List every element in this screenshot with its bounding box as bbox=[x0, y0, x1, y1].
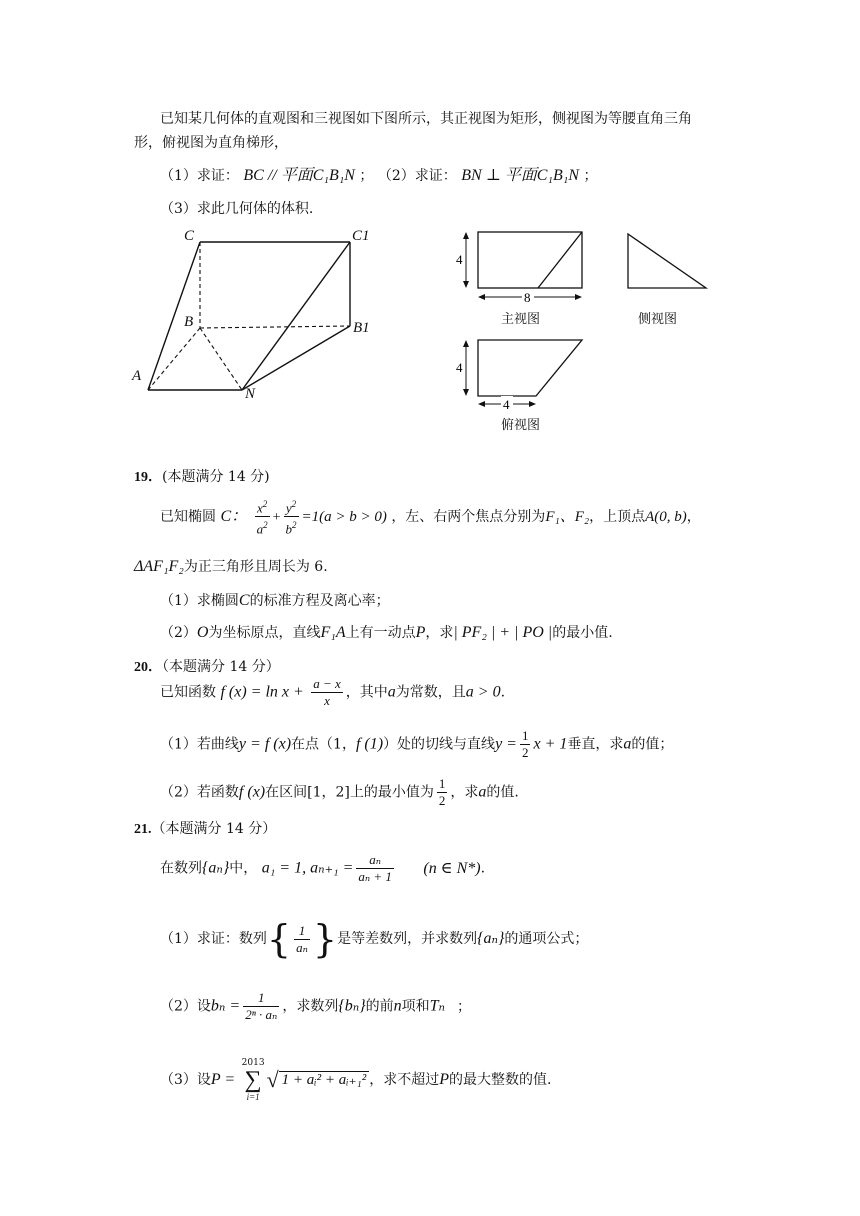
p21-q1-den: aₙ bbox=[296, 939, 308, 955]
side-view bbox=[622, 228, 712, 294]
p20-q1-half-den: 2 bbox=[521, 745, 529, 760]
p20-q2-num: 1 bbox=[438, 776, 446, 791]
label-B1: B1 bbox=[353, 320, 370, 336]
p21-q2-mid2: 的前 bbox=[365, 998, 394, 1015]
left-brace: { bbox=[266, 917, 292, 961]
p21-q3-prefix: （3）设 bbox=[160, 1072, 211, 1088]
p19-triangle: ΔAF₁F₂ bbox=[134, 558, 184, 575]
p19-score: (本题满分 14 分) bbox=[162, 469, 270, 485]
p19-line1-end: ， bbox=[686, 508, 701, 525]
p19-header bbox=[134, 466, 270, 486]
p20-q1-end: 的值； bbox=[631, 736, 674, 753]
p21-q1-prefix: （1）求证：数列 bbox=[160, 931, 267, 947]
p20-q2-f: f (x) bbox=[238, 783, 266, 801]
label-C: C bbox=[184, 228, 195, 244]
right-brace: } bbox=[312, 917, 338, 961]
p19-q2 bbox=[160, 622, 613, 642]
p21-q3-lhs: P = bbox=[210, 1071, 236, 1088]
p19-line2 bbox=[134, 556, 328, 576]
p18-q2-prefix: （2）求证： bbox=[377, 168, 457, 184]
p19-line1: 已知椭圆 C： $\frac{x^2}{a^2}$ + $\frac{y^2}{b^2}$ =1(a > b > 0) ，左、右两个焦点分别为F₁、F₂，上顶点A(0, b)， bbox=[160, 496, 701, 538]
p20-q2-a: a bbox=[478, 783, 487, 801]
ellipse-frac-x: $\frac{x^2}{a^2}$ bbox=[256, 499, 268, 537]
p20-line1-end: . bbox=[500, 684, 506, 701]
p19-ellipse-lhs: C： bbox=[220, 507, 248, 525]
p21-q1-num: 1 bbox=[298, 922, 306, 938]
p21-q2-den: 2ⁿ · aₙ bbox=[245, 1007, 278, 1022]
edge-C1N bbox=[242, 242, 350, 390]
p19-vertex: A(0, b) bbox=[645, 508, 687, 525]
p20-q1 bbox=[160, 728, 673, 761]
p20-q1-suffix: 垂直，求 bbox=[567, 736, 624, 753]
label-N: N bbox=[245, 386, 256, 402]
sum-sign bbox=[242, 1058, 265, 1102]
p20-header bbox=[134, 656, 280, 676]
p21-number: 21. bbox=[134, 822, 152, 837]
front-width-label: 8 bbox=[524, 290, 531, 305]
edge-B1N bbox=[242, 326, 350, 390]
p21-rec-den: aₙ + 1 bbox=[358, 869, 392, 884]
p21-q2-lhs: bₙ = bbox=[210, 997, 241, 1015]
p18-q2-math: BN ⊥ 平面C₁B₁N bbox=[461, 167, 579, 184]
p19-q2-p: P bbox=[415, 624, 426, 641]
p20-q1-prefix: （1）若曲线 bbox=[160, 736, 239, 753]
p21-q3 bbox=[160, 1058, 552, 1102]
p19-q2-mid2: 上有一动点 bbox=[345, 625, 416, 641]
p20-q1-curve: y = f (x) bbox=[238, 735, 292, 753]
p20-q2-half bbox=[437, 776, 448, 809]
p21-q2 bbox=[160, 990, 471, 1023]
p21-line1-mid: 中， bbox=[229, 860, 258, 877]
p18-q2-suffix: ； bbox=[583, 168, 598, 184]
p19-q1-math: C bbox=[238, 592, 250, 609]
edge-BA-hidden bbox=[148, 328, 200, 390]
side-view-caption: 侧视图 bbox=[638, 312, 678, 327]
p18-q1-prefix: （1）求证： bbox=[160, 168, 239, 184]
p21-q3-end: 的最大整数的值. bbox=[449, 1072, 552, 1088]
p20-a: a bbox=[387, 683, 396, 701]
p19-foci: F₁、F₂ bbox=[545, 508, 590, 525]
p20-q2-end: 的值. bbox=[486, 784, 519, 801]
p18-q1-math: BC // 平面C₁B₁N bbox=[243, 167, 355, 184]
sum-symbol: ∑ bbox=[244, 1067, 262, 1093]
front-height-label: 4 bbox=[456, 252, 463, 267]
solid-figure bbox=[128, 222, 388, 402]
p20-q2-den: 2 bbox=[438, 793, 446, 808]
p18-intro-line1: 已知某几何体的直观图和三视图如下图所示，其正视图为矩形，侧视图为等腰直角三角 bbox=[160, 111, 692, 127]
p20-q1-mid2: ）处的切线与直线 bbox=[383, 736, 496, 753]
p19-ellipse-rhs: =1(a > b > 0) bbox=[301, 508, 387, 525]
p19-q1 bbox=[160, 590, 390, 610]
p21-q3-p: P bbox=[439, 1071, 450, 1088]
p21-q2-prefix: （2）设 bbox=[160, 998, 211, 1015]
p19-number: 19． bbox=[134, 470, 162, 485]
p21-q1 bbox=[160, 917, 589, 961]
p20-cond: a > 0 bbox=[465, 683, 501, 701]
top-width-label: 4 bbox=[503, 397, 510, 412]
p21-q2-mid: ，求数列 bbox=[282, 998, 339, 1015]
p21-q3-mid: ，求不超过 bbox=[369, 1072, 440, 1088]
label-B: B bbox=[184, 314, 194, 330]
p20-q2-suffix: ，求 bbox=[450, 784, 479, 801]
edge-BB1-hidden bbox=[200, 326, 350, 328]
p21-score: （本题满分 14 分） bbox=[151, 821, 277, 837]
edge-BN-hidden bbox=[200, 328, 242, 390]
p19-line1-suffix: ，上顶点 bbox=[589, 508, 646, 525]
front-view bbox=[454, 226, 594, 306]
p20-number: 20． bbox=[134, 660, 162, 675]
p21-q2-frac bbox=[243, 990, 279, 1023]
p21-cond: (n ∈ N*) bbox=[423, 859, 481, 877]
p21-seq: {aₙ} bbox=[202, 859, 230, 877]
p21-q1-mid: 是等差数列，并求数列 bbox=[337, 931, 478, 947]
p20-line1-mid: ，其中 bbox=[345, 684, 388, 701]
p21-header bbox=[134, 818, 276, 838]
p21-q2-end: ； bbox=[457, 998, 471, 1015]
p20-line1-prefix: 已知函数 bbox=[160, 684, 216, 701]
p20-q1-half-num: 1 bbox=[521, 728, 529, 743]
p20-score: （本题满分 14 分） bbox=[162, 659, 280, 675]
p21-line1-prefix: 在数列 bbox=[160, 860, 202, 877]
top-view-caption: 俯视图 bbox=[501, 418, 541, 433]
top-view bbox=[454, 334, 594, 412]
p19-q1-suffix: 的标准方程及离心率； bbox=[249, 593, 390, 609]
top-height-label: 4 bbox=[456, 360, 463, 375]
p20-line1 bbox=[160, 676, 505, 709]
p20-func-lhs: f (x) = ln x + bbox=[220, 683, 304, 701]
p20-q2-prefix: （2）若函数 bbox=[160, 784, 239, 801]
p18-q1-sep: ； bbox=[359, 168, 374, 184]
p21-q2-mid3: 项和 bbox=[401, 998, 430, 1015]
p20-frac-den: x bbox=[311, 692, 343, 709]
sum-lower: i=1 bbox=[246, 1092, 260, 1102]
p21-q1-seq: {aₙ} bbox=[477, 930, 505, 947]
p19-q2-line: F₁A bbox=[320, 624, 346, 641]
p19-line1-mid: ，左、右两个焦点分别为 bbox=[391, 508, 546, 525]
p21-q2-seq: {bₙ} bbox=[338, 997, 366, 1015]
p20-frac-num: a − x bbox=[313, 676, 341, 691]
ellipse-frac-y: $\frac{y^2}{b^2}$ bbox=[285, 499, 297, 537]
p21-q1-suffix: 的通项公式； bbox=[504, 931, 589, 947]
p19-q1-prefix: （1）求椭圆 bbox=[160, 593, 239, 609]
p20-q1-mid: 在点（1， bbox=[291, 736, 356, 753]
p20-q1-line-rhs: x + 1 bbox=[533, 735, 568, 753]
p20-line1-mid2: 为常数，且 bbox=[395, 684, 466, 701]
p21-q1-frac bbox=[294, 923, 310, 956]
p19-q2-suffix: 的最小值. bbox=[552, 625, 613, 641]
p19-line1-prefix: 已知椭圆 bbox=[160, 508, 216, 525]
p19-q2-mid3: ，求 bbox=[425, 625, 454, 641]
front-view-caption: 主视图 bbox=[501, 312, 541, 327]
p18-q1-q2-line bbox=[160, 162, 597, 185]
p19-q2-mid1: 为坐标原点，直线 bbox=[208, 625, 321, 641]
p20-q2 bbox=[160, 776, 519, 809]
p21-rec-lhs: a₁ = 1, aₙ₊₁ = bbox=[261, 859, 354, 877]
p19-line2-text: 为正三角形且周长为 6. bbox=[183, 559, 328, 575]
p20-q1-a: a bbox=[623, 735, 632, 753]
p18-intro-line2: 形，俯视图为直角梯形， bbox=[134, 135, 288, 151]
p21-q2-n: n bbox=[393, 997, 402, 1015]
p21-rec-num: aₙ bbox=[369, 852, 382, 867]
label-A: A bbox=[132, 368, 142, 384]
p20-q1-line-lhs: y = bbox=[495, 735, 517, 753]
p19-q2-expr: | PF₂ | + | PO | bbox=[453, 624, 553, 641]
p18-q3: （3）求此几何体的体积. bbox=[160, 201, 314, 217]
p21-q2-num: 1 bbox=[258, 990, 265, 1005]
p20-q2-mid: 在区间[1，2]上的最小值为 bbox=[265, 784, 434, 801]
p21-line1 bbox=[160, 852, 485, 885]
label-C1: C1 bbox=[352, 228, 370, 244]
p19-q2-o: O bbox=[196, 624, 209, 641]
p19-q2-prefix: （2） bbox=[160, 625, 197, 641]
p20-q1-half bbox=[520, 728, 531, 761]
p20-func-frac bbox=[311, 676, 343, 709]
sqrt-radicand: 1 + aᵢ² + aᵢ₊₁² bbox=[279, 1071, 370, 1088]
sum-upper: 2013 bbox=[241, 1058, 265, 1068]
p21-rec-frac bbox=[356, 852, 394, 885]
p21-q2-t: Tₙ bbox=[429, 997, 445, 1015]
p20-q1-f1: f (1) bbox=[355, 735, 384, 753]
sqrt-sign: √ bbox=[266, 1067, 279, 1092]
p21-line1-end: . bbox=[480, 860, 486, 877]
